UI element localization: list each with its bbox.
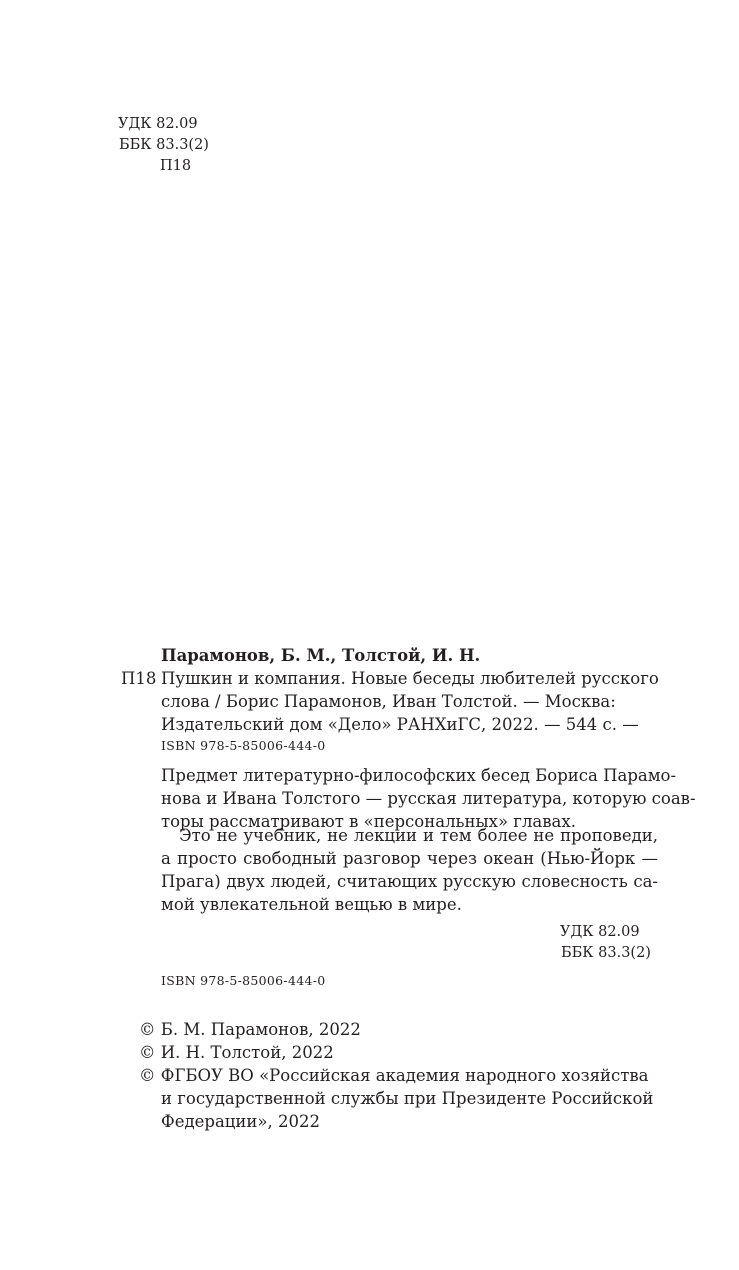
top-bbk: ББК 83.3(2): [119, 137, 209, 153]
annotation-p2-line-4: мой увлекательной вещью в мире.: [161, 895, 462, 914]
copyright-line-1: © Б. М. Парамонов, 2022: [139, 1020, 361, 1039]
annotation-p1-line-2: нова и Ивана Толстого — русская литература, которую соав-: [161, 789, 696, 808]
record-description-line-2: слова / Борис Парамонов, Иван Толстой. — Москва:: [161, 692, 616, 711]
record-description-line-3: Издательский дом «Дело» РАНХиГС, 2022. — 544 с. —: [161, 715, 639, 734]
record-heading: Парамонов, Б. М., Толстой, И. Н.: [161, 646, 481, 665]
annotation-p1-line-1: Предмет литературно-философских бесед Бориса Парамо-: [161, 766, 677, 785]
annotation-p2-line-3: Прага) двух людей, считающих русскую словесность са-: [161, 872, 658, 891]
top-author-sign: П18: [160, 158, 192, 174]
copyright-line-4: и государственной службы при Президенте Российской: [161, 1089, 654, 1108]
record-description-line-1: Пушкин и компания. Новые беседы любителей русского: [161, 669, 659, 688]
copyright-line-3: © ФГБОУ ВО «Российская академия народного хозяйства: [139, 1066, 649, 1085]
annotation-p2-line-2: а просто свободный разговор через океан (Нью-Йорк —: [161, 849, 658, 868]
annotation-p1-line-3: торы рассматривают в «персональных» главах.: [161, 812, 576, 831]
record-isbn: ISBN 978-5-85006-444-0: [161, 738, 326, 753]
record-udk: УДК 82.09: [560, 924, 640, 940]
top-udk: УДК 82.09: [118, 116, 198, 132]
annotation-p2-line-1: Это не учебник, не лекции и тем более не проповеди,: [179, 826, 658, 845]
copyright-line-2: © И. Н. Толстой, 2022: [139, 1043, 334, 1062]
record-bbk: ББК 83.3(2): [561, 945, 651, 961]
record-author-sign: П18: [121, 669, 157, 688]
copyright-line-5: Федерации», 2022: [161, 1112, 320, 1131]
isbn-bottom: ISBN 978-5-85006-444-0: [161, 973, 326, 988]
